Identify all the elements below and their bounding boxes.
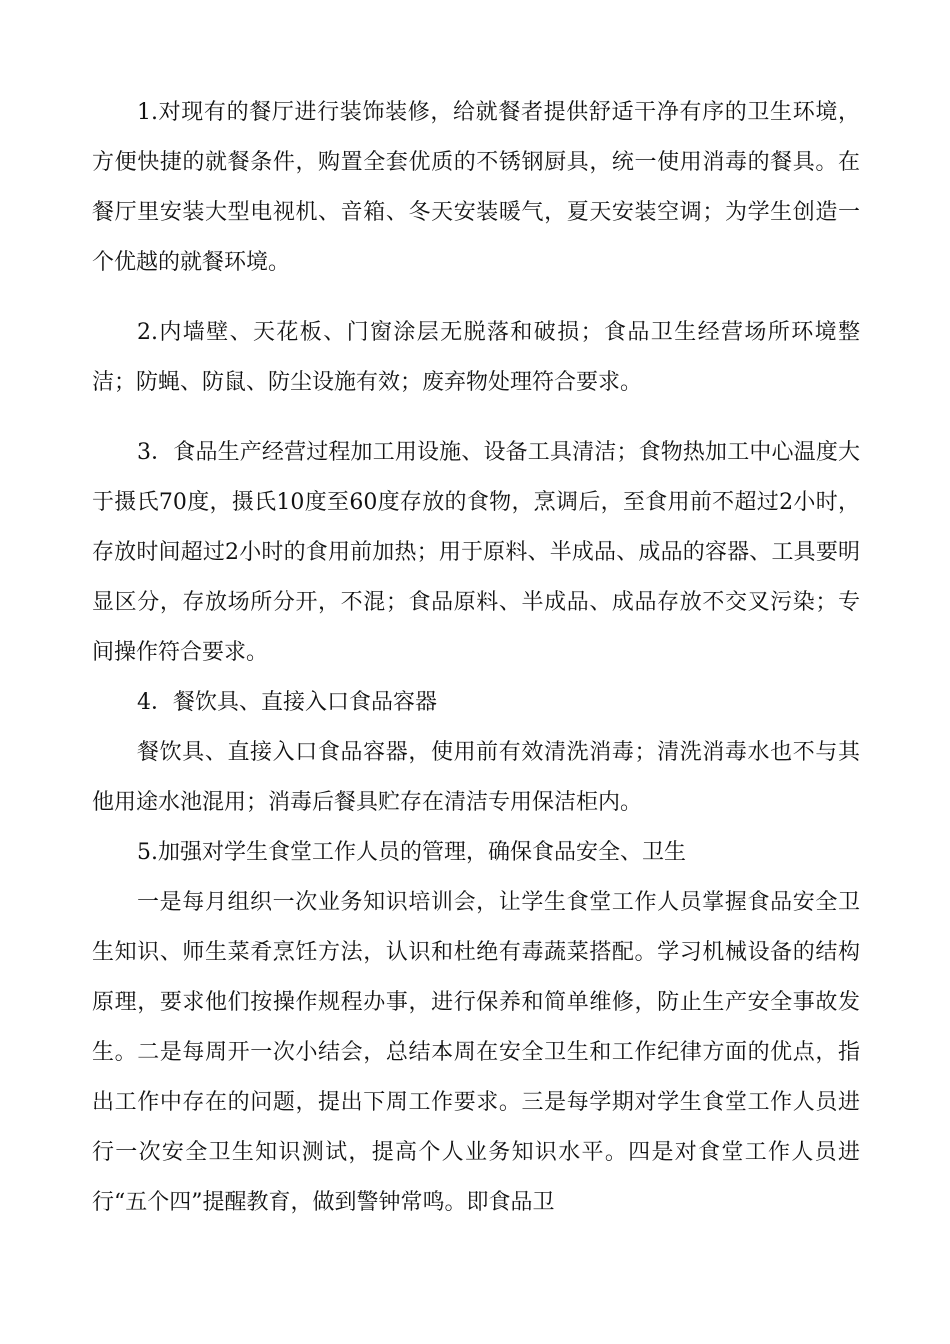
paragraph-gap — [92, 288, 860, 308]
paragraph-5-heading-staff: 5.加强对学生食堂工作人员的管理，确保食品安全、卫生 — [137, 840, 686, 865]
paragraph-5-body-staff: 一是每月组织一次业务知识培训会，让学生食堂工作人员掌握食品安全卫生知识、师生菜肴烹饪方法，认识和杜绝有毒蔬菜搭配。学习机械设备的结构原理，要求他们按操作规程办事，进行保养和简单维修，防止生产安全事故发生。二是每周开一次小结会，总结本周在安全卫生和工作纪律方面的优点，指出工作中存在的问题，提出下周工作要求。三是每学期对学生食堂工作人员进行一次安全卫生知识测试，提高个人业务知识水平。四是对食堂工作人员进行“五个四”提醒教育，做到警钟常鸣。即食品卫 — [92, 890, 860, 1215]
paragraph-4-heading-tableware: 4．餐饮具、直接入口食品容器 — [137, 690, 437, 715]
paragraph-3-food-processing: 3．食品生产经营过程加工用设施、设备工具清洁；食物热加工中心温度大于摄氏70度，摄氏10度至60度存放的食物，烹调后，至食用前不超过2小时，存放时间超过2小时的食用前加热；用于原料、半成品、成品的容器、工具要明显区分，存放场所分开，不混；食品原料、半成品、成品存放不交叉污染；专间操作符合要求。 — [92, 440, 860, 665]
paragraph-1-renovation: 1.对现有的餐厅进行装饰装修，给就餐者提供舒适干净有序的卫生环境，方便快捷的就餐条件，购置全套优质的不锈钢厨具，统一使用消毒的餐具。在餐厅里安装大型电视机、音箱、冬天安装暖气，夏天安装空调；为学生创造一个优越的就餐环境。 — [92, 100, 860, 275]
paragraph-2-walls: 2.内墙壁、天花板、门窗涂层无脱落和破损；食品卫生经营场所环境整洁；防蝇、防鼠、防尘设施有效；废弃物处理符合要求。 — [92, 320, 860, 395]
paragraph-gap — [92, 408, 860, 428]
paragraph-4-body-tableware: 餐饮具、直接入口食品容器，使用前有效清洗消毒；清洗消毒水也不与其他用途水池混用；消毒后餐具贮存在清洁专用保洁柜内。 — [92, 740, 860, 815]
document-page — [92, 88, 860, 1228]
